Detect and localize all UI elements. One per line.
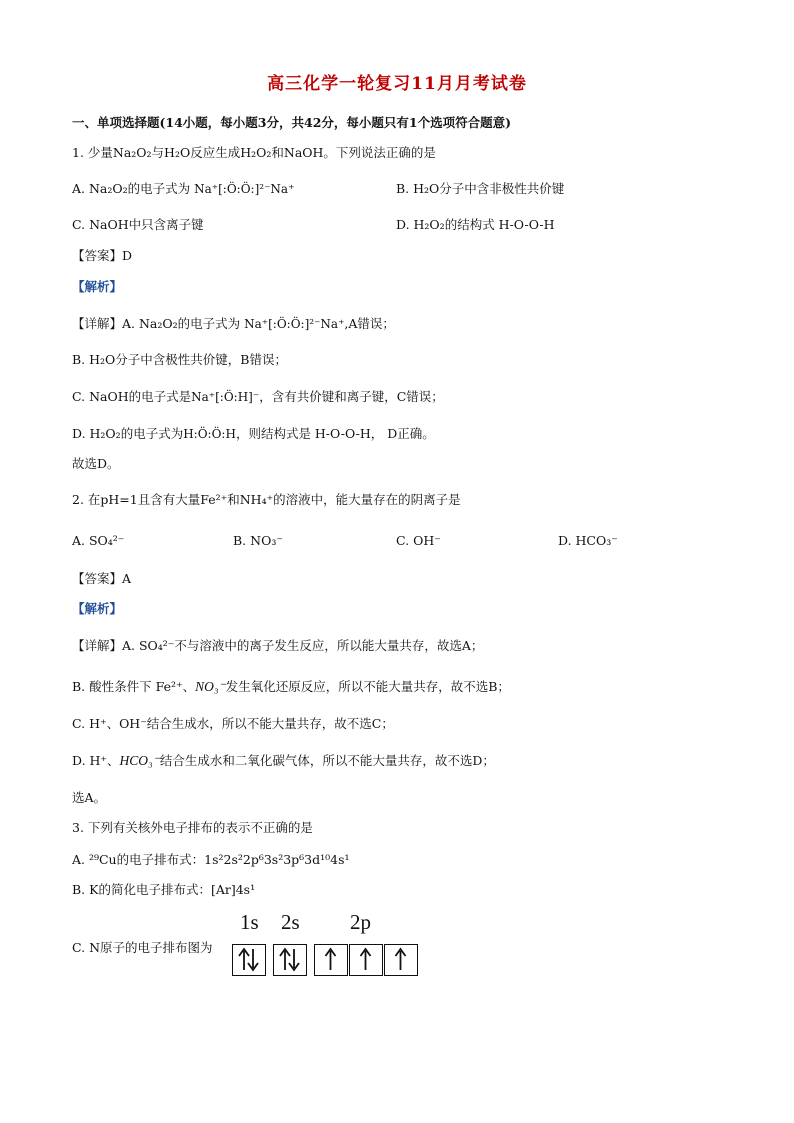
q2-answer: 【答案】A	[72, 571, 132, 586]
up-down-arrows-icon	[274, 945, 305, 974]
q1-detail-b: B. H₂O分子中含极性共价键，B错误；	[72, 352, 287, 367]
q2-detail-b-text: B. 酸性条件下 Fe²⁺、	[72, 679, 196, 694]
up-arrow-icon	[315, 945, 346, 974]
q2-option-d: D. HCO₃⁻	[558, 533, 618, 548]
q1-detail-d-end: ，则结构式是 H-O-O-H， D正确。	[235, 426, 435, 441]
q1-detail-d	[72, 424, 435, 442]
q1-answer: 【答案】D	[72, 248, 133, 263]
q1-detail-a	[72, 314, 395, 332]
orbital-box-2p-2	[349, 944, 383, 976]
q1-detail-c-formula: Na⁺[:Ö:H]⁻	[191, 390, 260, 404]
q3-option-a: A. ²⁹Cu的电子排布式：1s²2s²2p⁶3s²3p⁶3d¹⁰4s¹	[72, 852, 350, 867]
q2-conclusion: 选A。	[72, 790, 107, 805]
q2-option-b: B. NO₃⁻	[233, 533, 283, 548]
q2-detail-d-formula: HCO₃⁻	[119, 753, 160, 768]
q3-stem: 3. 下列有关核外电子排布的表示不正确的是	[72, 820, 313, 835]
q1-detail-c	[72, 387, 444, 405]
q3-option-b: B. K的简化电子排布式：[Ar]4s¹	[72, 882, 256, 897]
orbital-box-2s	[273, 944, 307, 976]
q2-option-c: C. OH⁻	[396, 533, 441, 548]
q1-option-c: C. NaOH中只含离子键	[72, 217, 204, 232]
q2-detail-d-text: D. H⁺、	[72, 753, 120, 768]
section-heading: 一、单项选择题(14小题，每小题3分，共42分，每小题只有1个选项符合题意)	[72, 115, 512, 130]
orbital-box-1s	[232, 944, 266, 976]
q2-detail-c: C. H⁺、OH⁻结合生成水，所以不能大量共存，故不选C；	[72, 716, 394, 731]
orbital-label-2s: 2s	[281, 910, 300, 934]
q2-detail-b	[72, 677, 510, 695]
q1-detail-a-text: 【详解】A. Na₂O₂的电子式为	[72, 316, 241, 331]
page-title: 高三化学一轮复习11月月考试卷	[267, 74, 527, 94]
q1-option-a-label: A. Na₂O₂的电子式为	[72, 181, 191, 196]
orbital-label-2p: 2p	[350, 910, 371, 934]
q2-analysis-tag: 【解析】	[72, 601, 123, 616]
q1-conclusion: 故选D。	[72, 456, 120, 471]
orbital-label-1s: 1s	[240, 910, 259, 934]
q1-detail-a-end: ,A错误；	[344, 316, 395, 331]
q3-option-c: C. N原子的电子排布图为	[72, 940, 213, 955]
q2-detail-b-end: 发生氧化还原反应，所以不能大量共存，故不选B；	[225, 679, 510, 694]
q1-detail-d-formula: H:Ö:Ö:H	[183, 427, 236, 441]
q1-option-b: B. H₂O分子中含非极性共价键	[396, 181, 565, 196]
q2-option-a: A. SO₄²⁻	[72, 533, 125, 548]
q1-analysis-tag: 【解析】	[72, 279, 123, 294]
q2-detail-a: 【详解】A. SO₄²⁻不与溶液中的离子发生反应，所以能大量共存，故选A；	[72, 638, 484, 653]
orbital-box-2p-3	[384, 944, 418, 976]
q1-detail-c-end: ，含有共价键和离子键，C错误；	[259, 389, 444, 404]
q1-detail-d-text: D. H₂O₂的电子式为	[72, 426, 184, 441]
q1-stem: 1. 少量Na₂O₂与H₂O反应生成H₂O₂和NaOH。下列说法正确的是	[72, 145, 436, 160]
up-arrow-icon	[385, 945, 416, 974]
orbital-box-2p-1	[314, 944, 348, 976]
q2-detail-d	[72, 751, 495, 769]
q1-detail-a-formula: Na⁺[:Ö:Ö:]²⁻Na⁺	[244, 317, 345, 331]
q2-detail-d-end: 结合生成水和二氧化碳气体，所以不能大量共存，故不选D；	[159, 753, 495, 768]
q1-option-a	[72, 179, 294, 197]
q2-detail-b-formula: NO₃⁻	[195, 679, 226, 694]
q1-option-a-formula: Na⁺[:Ö:Ö:]²⁻Na⁺	[194, 182, 295, 196]
up-arrow-icon	[350, 945, 381, 974]
q1-detail-c-text: C. NaOH的电子式是	[72, 389, 192, 404]
up-down-arrows-icon	[233, 945, 264, 974]
q2-stem: 2. 在pH=1且含有大量Fe²⁺和NH₄⁺的溶液中，能大量存在的阴离子是	[72, 492, 461, 507]
q1-option-d: D. H₂O₂的结构式 H-O-O-H	[396, 217, 555, 232]
